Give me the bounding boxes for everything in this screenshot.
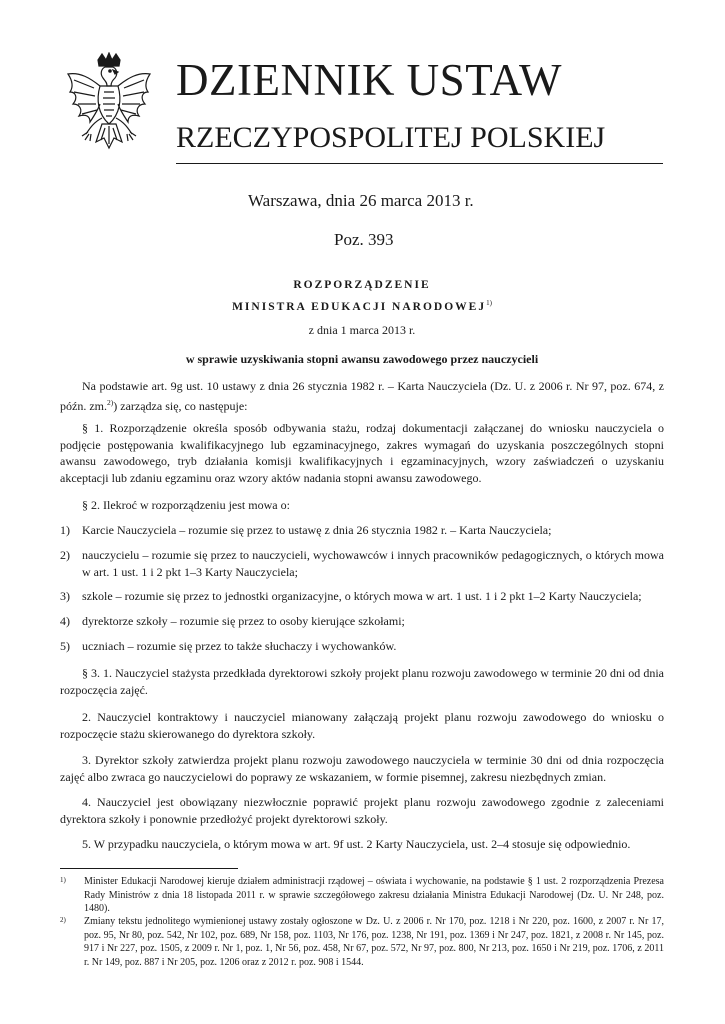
footnote-number: 2)	[60, 916, 66, 924]
list-item-text: szkole – rozumie się przez to jednostki organizacyjne, o których mowa w art. 1 ust. 1 i 2 pkt 1–2 Karty Nauczyciela;	[82, 589, 642, 603]
list-item-number: 5)	[60, 639, 70, 653]
footnote-1	[60, 875, 664, 916]
footnote-2	[60, 915, 664, 969]
list-item-text: dyrektorze szkoły – rozumie się przez to osoby kierujące szkołami;	[82, 614, 405, 628]
preamble-text-before: Na podstawie art. 9g ust. 10 ustawy z dnia 26 stycznia 1982 r. – Karta Nauczyciela (Dz. U. z 2006 r. Nr 97, poz. 674, z późn. zm.	[60, 379, 664, 413]
footnote-text: Zmiany tekstu jednolitego wymienionej ustawy zostały ogłoszone w Dz. U. z 2006 r. Nr 170, poz. 1218 i Nr 220, poz. 1600, z 2007 r. Nr 17, poz. 95, Nr 80, poz. 542, Nr 102, poz. 689, Nr 158, poz. 1103, Nr 176, poz. 1238, Nr 191, poz. 1369 i Nr 247, poz. 1821, z 2008 r. Nr 145, poz. 917 i Nr 227, poz. 1505, z 2009 r. Nr 1, poz. 1, Nr 56, poz. 458, Nr 67, poz. 572, Nr 97, poz. 800, Nr 213, poz. 1650 i Nr 219, poz. 1706, z 2011 r. Nr 149, poz. 887 i Nr 205, poz. 1206 oraz z 2012 r. poz. 908 i 1544.	[84, 916, 664, 968]
paragraph-3-section-2	[60, 709, 664, 742]
preamble	[60, 378, 664, 414]
list-item	[60, 588, 664, 605]
issue-position: Poz. 393	[334, 230, 394, 249]
footnote-text: Minister Edukacji Narodowej kieruje działem administracji rządowej – oświata i wychowanie, na podstawie § 1 ust. 2 rozporządzenia Prezesa Rady Ministrów z dnia 18 listopada 2011 r. w sprawie szczegółowego zakresu działania Ministra Edukacji Narodowej (Dz. U. Nr 248, poz. 1480).	[84, 876, 664, 915]
list-item	[60, 638, 664, 655]
preamble-text-after: ) zarządza się, co następuje:	[113, 398, 248, 413]
paragraph-3-section-3-text: 3. Dyrektor szkoły zatwierdza projekt planu rozwoju zawodowego nauczyciela w terminie 30 dni od dnia rozpoczęcia zajęć albo zwraca go nauczycielowi do poprawy ze wskazaniem, w formie pisemnej, zakresu niezbędnych zmian.	[60, 753, 664, 784]
act-type: ROZPORZĄDZENIE	[293, 279, 431, 291]
list-item	[60, 547, 664, 580]
list-item-text: uczniach – rozumie się przez to także słuchaczy i wychowanków.	[82, 639, 397, 653]
act-subject: w sprawie uzyskiwania stopni awansu zawodowego przez nauczycieli	[185, 352, 539, 366]
masthead-divider	[176, 163, 663, 164]
paragraph-2-intro-text: § 2. Ilekroć w rozporządzeniu jest mowa o:	[82, 498, 290, 512]
masthead-subtitle: RZECZYPOSPOLITEJ POLSKIEJ	[176, 121, 606, 154]
paragraph-3-section-5	[60, 836, 664, 853]
list-item-text: Karcie Nauczyciela – rozumie się przez to ustawę z dnia 26 stycznia 1982 r. – Karta Nauczyciela;	[82, 523, 552, 537]
preamble-footnote-ref: 2)	[107, 397, 114, 407]
paragraph-3-section-4-text: 4. Nauczyciel jest obowiązany niezwłocznie poprawić projekt planu rozwoju zawodowego zgodnie z zaleceniami dyrektora szkoły i ponownie przedłożyć projekt dyrektorowi szkoły.	[60, 795, 664, 826]
paragraph-3-section-3	[60, 752, 664, 785]
list-item	[60, 522, 664, 539]
list-item-number: 2)	[60, 548, 70, 562]
list-item-number: 3)	[60, 589, 70, 603]
footnote-number: 1)	[60, 876, 66, 884]
list-item-number: 1)	[60, 523, 70, 537]
paragraph-3-section-1-text: § 3. 1. Nauczyciel stażysta przedkłada dyrektorowi szkoły projekt planu rozwoju zawodowego w terminie 20 dni od dnia rozpoczęcia zajęć.	[60, 666, 664, 697]
act-issuer-footnote-ref: 1)	[486, 299, 492, 307]
list-item-number: 4)	[60, 614, 70, 628]
paragraph-3-section-2-text: 2. Nauczyciel kontraktowy i nauczyciel mianowany załączają projekt planu rozwoju zawodowego do wniosku o rozpoczęcie stażu skierowanego do dyrektora szkoły.	[60, 710, 664, 741]
footnote-divider	[60, 868, 238, 869]
paragraph-2-intro	[60, 497, 664, 514]
list-item-text: nauczycielu – rozumie się przez to nauczycieli, wychowawców i innych pracowników pedagogicznych, o których mowa w art. 1 ust. 1 i 2 pkt 1–3 Karty Nauczyciela;	[82, 548, 664, 579]
list-item	[60, 613, 664, 630]
act-issuer-name: MINISTRA EDUKACJI NARODOWEJ	[232, 300, 487, 313]
polish-eagle-emblem-icon	[60, 52, 158, 162]
paragraph-3-section-5-text: 5. W przypadku nauczyciela, o którym mowa w art. 9f ust. 2 Karty Nauczyciela, ust. 2–4 stosuje się odpowiednio.	[82, 837, 631, 851]
issue-date: Warszawa, dnia 26 marca 2013 r.	[248, 191, 474, 210]
paragraph-3-section-1	[60, 665, 664, 698]
paragraph-1-text: § 1. Rozporządzenie określa sposób odbywania stażu, rodzaj dokumentacji załączanej do wniosku nauczyciela o podjęcie postępowania kwalifikacyjnego lub egzaminacyjnego, zakres wymagań do uzyskania poszczególnych stopni awansu zawodowego, tryb działania komisji kwalifikacyjnych i egzaminacyjnych, wzory zaświadczeń o uzyskaniu akceptacji lub zdaniu egzaminu oraz wzory aktów nadania stopni awansu zawodowego.	[60, 421, 664, 485]
act-issuer	[60, 295, 664, 315]
masthead-title: DZIENNIK USTAW	[176, 55, 562, 105]
preamble-paragraph	[60, 378, 664, 414]
paragraph-3-section-4	[60, 794, 664, 827]
act-date: z dnia 1 marca 2013 r.	[308, 323, 416, 337]
paragraph-1	[60, 420, 664, 486]
